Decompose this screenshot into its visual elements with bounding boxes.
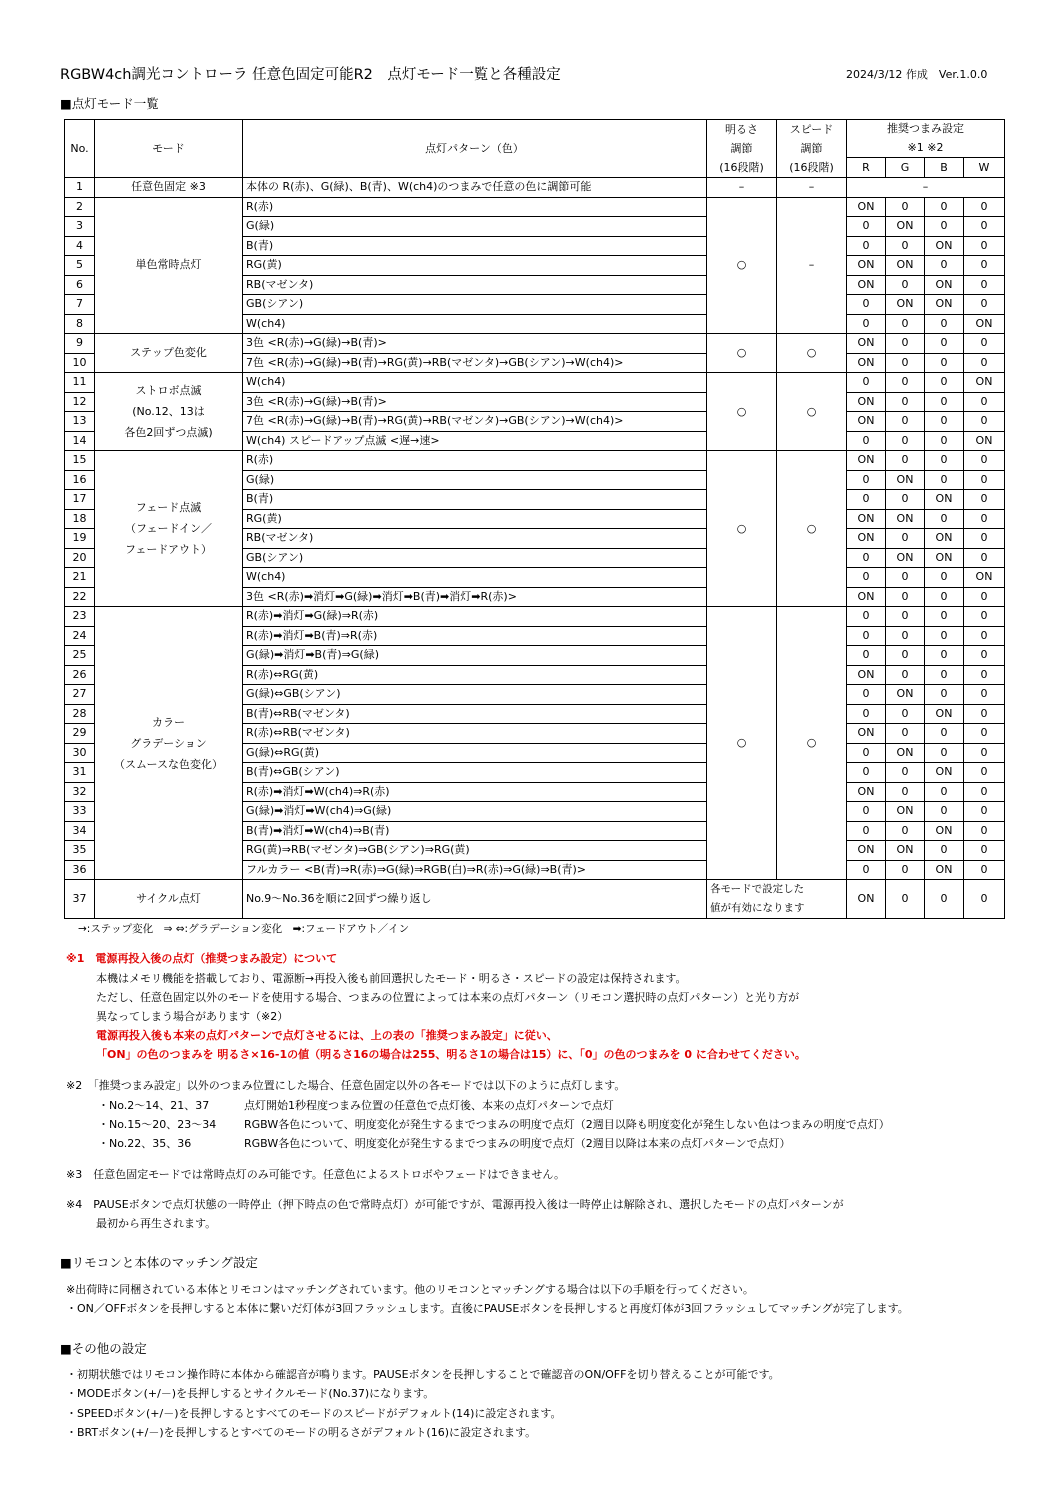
pattern-cell: RG(黄)⇒RB(マゼンタ)⇒GB(シアン)⇒RG(黄) — [243, 841, 707, 861]
pattern-cell: B(青)⇔RB(マゼンタ) — [243, 704, 707, 724]
knob-b: ON — [925, 490, 964, 510]
pattern-cell: R(赤)➡消灯➡W(ch4)⇒R(赤) — [243, 782, 707, 802]
knob-w: 0 — [964, 685, 1005, 705]
knob-g: ON — [886, 217, 925, 237]
knob-b: ON — [925, 548, 964, 568]
pattern-cell: 3色 <R(赤)→G(緑)→B(青)> — [243, 334, 707, 354]
row-no: 27 — [65, 685, 95, 705]
knob-w: 0 — [964, 256, 1005, 276]
knob-b: 0 — [925, 197, 964, 217]
knob-g: 0 — [886, 529, 925, 549]
knob-b: 0 — [925, 743, 964, 763]
knob-w: 0 — [964, 548, 1005, 568]
knob-w: 0 — [964, 236, 1005, 256]
pattern-cell: G(緑)➡消灯➡W(ch4)⇒G(緑) — [243, 802, 707, 822]
legend: →:ステップ変化 ⇒ ⇔:グラデーション変化 ➡:フェードアウト／イン — [78, 923, 410, 935]
row-no: 6 — [65, 275, 95, 295]
knob-r: ON — [847, 392, 886, 412]
note2-item-key: ・No.15～20、23～34 — [98, 1118, 217, 1131]
knob-w: 0 — [964, 353, 1005, 373]
knob-g: ON — [886, 841, 925, 861]
pattern-cell: R(赤) — [243, 451, 707, 471]
knob-r: 0 — [847, 217, 886, 237]
pattern-cell: G(緑) — [243, 470, 707, 490]
pattern-cell: G(緑)⇔GB(シアン) — [243, 685, 707, 705]
note1-red: 電源再投入後も本来の点灯パターンで点灯させるには、上の表の「推奨つまみ設定」に従い、 — [96, 1029, 558, 1042]
brightness-cell: ○ — [707, 451, 777, 607]
pattern-cell: W(ch4) スピードアップ点滅 <遅→速> — [243, 431, 707, 451]
knob-g: 0 — [886, 607, 925, 627]
section-heading-other: ■その他の設定 — [60, 1341, 147, 1356]
row-no: 22 — [65, 587, 95, 607]
table-row — [65, 451, 1005, 471]
knob-r: 0 — [847, 548, 886, 568]
table-row — [65, 334, 1005, 354]
knob-b: 0 — [925, 724, 964, 744]
knob-b: 0 — [925, 646, 964, 666]
row-no: 11 — [65, 373, 95, 393]
knob-g: ON — [886, 509, 925, 529]
row-no: 17 — [65, 490, 95, 510]
knob-w: 0 — [964, 295, 1005, 315]
knob-b: 0 — [925, 685, 964, 705]
row-no: 28 — [65, 704, 95, 724]
knob-g: 0 — [886, 821, 925, 841]
row-no: 33 — [65, 802, 95, 822]
mode-name-line: フェードアウト） — [124, 543, 213, 556]
mode-name-line: (No.12、13は — [132, 405, 205, 418]
knob-r: ON — [847, 509, 886, 529]
mode-name-line: フェード点滅 — [135, 501, 202, 514]
knob-g: 0 — [886, 275, 925, 295]
pattern-cell: 3色 <R(赤)➡消灯➡G(緑)➡消灯➡B(青)➡消灯➡R(赤)> — [243, 587, 707, 607]
row-no: 7 — [65, 295, 95, 315]
row-no: 4 — [65, 236, 95, 256]
note2-item-value: RGBW各色について、明度変化が発生するまでつまみの明度で点灯（2週目以降は本来の点灯パターンで点灯） — [244, 1137, 791, 1150]
header-mode: モード — [95, 120, 243, 178]
knob-b: 0 — [925, 392, 964, 412]
knob-w: ON — [964, 568, 1005, 588]
note2-item-value: RGBW各色について、明度変化が発生するまでつまみの明度で点灯（2週目以降も明度変化が発生しない色はつまみの明度で点灯） — [244, 1118, 890, 1131]
header-knob-notes: ※1 ※2 — [847, 139, 1005, 158]
knob-g: 0 — [886, 490, 925, 510]
mode-name-cell: ステップ色変化 — [95, 334, 243, 373]
knob-g: 0 — [886, 314, 925, 334]
knob-w: 0 — [964, 334, 1005, 354]
knob-r: 0 — [847, 568, 886, 588]
knob-r: ON — [847, 275, 886, 295]
knob-g: 0 — [886, 782, 925, 802]
pattern-cell: 7色 <R(赤)→G(緑)→B(青)→RG(黄)→RB(マゼンタ)→GB(シアン)→W(ch4)> — [243, 412, 707, 432]
knob-r: ON — [847, 451, 886, 471]
knob-b: 0 — [925, 665, 964, 685]
knob-b: 0 — [925, 568, 964, 588]
knob-r: 0 — [847, 470, 886, 490]
row-no: 21 — [65, 568, 95, 588]
knob-b: 0 — [925, 314, 964, 334]
header-w: W — [964, 158, 1005, 178]
matching-line: ・ON／OFFボタンを長押しすると本体に繋いだ灯体が3回フラッシュします。直後にPAUSEボタンを長押しすると再度灯体が3回フラッシュしてマッチングが完了します。 — [66, 1302, 909, 1315]
knob-r: ON — [847, 587, 886, 607]
pattern-cell: R(赤)⇔RB(マゼンタ) — [243, 724, 707, 744]
brightness-cell: ○ — [707, 607, 777, 880]
knob-w: 0 — [964, 490, 1005, 510]
knob-g: 0 — [886, 197, 925, 217]
row-no: 31 — [65, 763, 95, 783]
mode-table — [64, 119, 1005, 919]
row-no: 36 — [65, 860, 95, 880]
row-no: 26 — [65, 665, 95, 685]
knob-g: ON — [886, 685, 925, 705]
knob-r: ON — [847, 197, 886, 217]
knob-b: ON — [925, 704, 964, 724]
knob-w: 0 — [964, 607, 1005, 627]
knob-g: 0 — [886, 724, 925, 744]
knob-w: 0 — [964, 451, 1005, 471]
knob-w: 0 — [964, 763, 1005, 783]
knob-r: 0 — [847, 431, 886, 451]
other-line: ・初期状態ではリモコン操作時に本体から確認音が鳴ります。PAUSEボタンを長押しすることで確認音のON/OFFを切り替えることが可能です。 — [66, 1368, 780, 1381]
knob-r: 0 — [847, 860, 886, 880]
knob-r: 0 — [847, 763, 886, 783]
row-no: 32 — [65, 782, 95, 802]
header-g: G — [886, 158, 925, 178]
row-no: 20 — [65, 548, 95, 568]
knob-r: 0 — [847, 646, 886, 666]
knob-w: 0 — [964, 782, 1005, 802]
knob-w: 0 — [964, 860, 1005, 880]
knob-r: ON — [847, 841, 886, 861]
note1-line: 本機はメモリ機能を搭載しており、電源断→再投入後も前回選択したモード・明るさ・スピードの設定は保持されます。 — [96, 972, 687, 985]
mode-name-cell — [95, 607, 243, 880]
knob-g: 0 — [886, 373, 925, 393]
knob-r: ON — [847, 412, 886, 432]
other-line: ・BRTボタン(+/－)を長押しするとすべてのモードの明るさがデフォルト(16)に設定されます。 — [66, 1426, 537, 1439]
knob-g: 0 — [886, 236, 925, 256]
mode-name-line: ストロボ点滅 — [135, 384, 202, 397]
speed-cell: ○ — [777, 607, 847, 880]
row-no: 2 — [65, 197, 95, 217]
row-no: 34 — [65, 821, 95, 841]
pattern-cell: W(ch4) — [243, 314, 707, 334]
knob-b: 0 — [925, 509, 964, 529]
brightness-cell: ○ — [707, 197, 777, 334]
knob-g: 0 — [886, 568, 925, 588]
knob-w: 0 — [964, 509, 1005, 529]
knob-r: 0 — [847, 295, 886, 315]
knob-w: 0 — [964, 412, 1005, 432]
knob-w: ON — [964, 314, 1005, 334]
knob-g: 0 — [886, 860, 925, 880]
knob-g: ON — [886, 295, 925, 315]
speed-cell: – — [777, 178, 847, 198]
knob-w: 0 — [964, 587, 1005, 607]
knob-w: 0 — [964, 880, 1005, 919]
knob-w: 0 — [964, 704, 1005, 724]
knob-r: 0 — [847, 802, 886, 822]
note2-item-value: 点灯開始1秒程度つまみ位置の任意色で点灯後、本来の点灯パターンで点灯 — [244, 1099, 614, 1112]
row-no: 23 — [65, 607, 95, 627]
knob-b: 0 — [925, 607, 964, 627]
cycle-note-cell — [707, 880, 847, 919]
knob-r: ON — [847, 782, 886, 802]
knob-w: 0 — [964, 275, 1005, 295]
knob-r: ON — [847, 334, 886, 354]
speed-cell: – — [777, 197, 847, 334]
pattern-cell: R(赤) — [243, 197, 707, 217]
pattern-cell: No.9～No.36を順に2回ずつ繰り返し — [243, 880, 707, 919]
knob-b: ON — [925, 236, 964, 256]
knob-b: 0 — [925, 217, 964, 237]
row-no: 15 — [65, 451, 95, 471]
date-version: 2024/3/12 作成 Ver.1.0.0 — [846, 68, 988, 81]
mode-name-line: カラー — [152, 715, 185, 729]
note4-line: ※4 PAUSEボタンで点灯状態の一時停止（押下時点の色で常時点灯）が可能ですが、電源再投入後は一時停止は解除され、選択したモードの点灯パターンが — [66, 1198, 844, 1211]
pattern-cell: B(青) — [243, 490, 707, 510]
row-no: 13 — [65, 412, 95, 432]
knob-g: ON — [886, 743, 925, 763]
matching-line: ※出荷時に同梱されている本体とリモコンはマッチングされています。他のリモコンとマッチングする場合は以下の手順を行ってください。 — [66, 1283, 754, 1296]
knob-g: 0 — [886, 880, 925, 919]
knob-w: 0 — [964, 665, 1005, 685]
row-no: 25 — [65, 646, 95, 666]
knob-b: ON — [925, 529, 964, 549]
note1-line: 異なってしまう場合があります（※2） — [96, 1010, 289, 1023]
pattern-cell: 本体の R(赤)、G(緑)、B(青)、W(ch4)のつまみで任意の色に調節可能 — [243, 178, 707, 198]
table-row — [65, 373, 1005, 393]
pattern-cell: W(ch4) — [243, 373, 707, 393]
pattern-cell: RG(黄) — [243, 509, 707, 529]
knob-g: 0 — [886, 646, 925, 666]
pattern-cell: R(赤)➡消灯➡G(緑)⇒R(赤) — [243, 607, 707, 627]
knob-g: ON — [886, 256, 925, 276]
note1-line: ただし、任意色固定以外のモードを使用する場合、つまみの位置によっては本来の点灯パターン（リモコン選択時の点灯パターン）と光り方が — [96, 991, 800, 1004]
knob-b: ON — [925, 295, 964, 315]
note1-title: ※1 電源再投入後の点灯（推奨つまみ設定）について — [66, 952, 338, 965]
knob-g: 0 — [886, 334, 925, 354]
knob-b: 0 — [925, 353, 964, 373]
row-no: 8 — [65, 314, 95, 334]
knob-r: 0 — [847, 743, 886, 763]
knob-w: 0 — [964, 197, 1005, 217]
knob-g: 0 — [886, 451, 925, 471]
knob-cell: – — [847, 178, 1005, 198]
knob-r: 0 — [847, 373, 886, 393]
knob-r: ON — [847, 353, 886, 373]
knob-g: 0 — [886, 665, 925, 685]
row-no: 16 — [65, 470, 95, 490]
row-no: 24 — [65, 626, 95, 646]
row-no: 5 — [65, 256, 95, 276]
header-b: B — [925, 158, 964, 178]
mode-name-cell: サイクル点灯 — [95, 880, 243, 919]
row-no: 10 — [65, 353, 95, 373]
note3: ※3 任意色固定モードでは常時点灯のみ可能です。任意色によるストロボやフェードはできません。 — [66, 1168, 566, 1181]
knob-r: ON — [847, 529, 886, 549]
table-row — [65, 607, 1005, 627]
pattern-cell: W(ch4) — [243, 568, 707, 588]
knob-r: 0 — [847, 314, 886, 334]
pattern-cell: G(緑)➡消灯➡B(青)⇒G(緑) — [243, 646, 707, 666]
note4-line: 最初から再生されます。 — [96, 1217, 217, 1230]
header-pattern: 点灯パターン（色） — [243, 120, 707, 178]
knob-g: 0 — [886, 353, 925, 373]
speed-cell: ○ — [777, 451, 847, 607]
mode-name-cell — [95, 451, 243, 607]
pattern-cell: R(赤)⇔RG(黄) — [243, 665, 707, 685]
header-knob: 推奨つまみ設定 — [847, 120, 1005, 139]
pattern-cell: GB(シアン) — [243, 295, 707, 315]
knob-b: 0 — [925, 880, 964, 919]
mode-name-line: （スムースな色変化） — [114, 757, 223, 771]
note1-red: 「ON」の色のつまみを 明るさ×16-1の値（明るさ16の場合は255、明るさ1の場合は15）に、「0」の色のつまみを 0 に合わせてください。 — [96, 1048, 806, 1061]
knob-w: 0 — [964, 217, 1005, 237]
row-no: 19 — [65, 529, 95, 549]
header-r: R — [847, 158, 886, 178]
knob-r: 0 — [847, 704, 886, 724]
table-row — [65, 197, 1005, 217]
knob-w: 0 — [964, 743, 1005, 763]
row-no: 35 — [65, 841, 95, 861]
note2-title: ※2 「推奨つまみ設定」以外のつまみ位置にした場合、任意色固定以外の各モードでは以下のように点灯します。 — [66, 1079, 626, 1092]
pattern-cell: B(青)⇔GB(シアン) — [243, 763, 707, 783]
other-line: ・SPEEDボタン(+/－)を長押しするとすべてのモードのスピードがデフォルト(14)に設定されます。 — [66, 1407, 562, 1420]
pattern-cell: R(赤)➡消灯➡B(青)⇒R(赤) — [243, 626, 707, 646]
knob-b: ON — [925, 860, 964, 880]
pattern-cell: B(青) — [243, 236, 707, 256]
knob-g: 0 — [886, 412, 925, 432]
knob-b: 0 — [925, 431, 964, 451]
speed-cell: ○ — [777, 373, 847, 451]
pattern-cell: RG(黄) — [243, 256, 707, 276]
knob-g: 0 — [886, 431, 925, 451]
knob-b: 0 — [925, 412, 964, 432]
section-heading-modes: ■点灯モード一覧 — [60, 96, 159, 111]
row-no: 29 — [65, 724, 95, 744]
knob-b: 0 — [925, 256, 964, 276]
header-brightness: 明るさ 調節 (16段階) — [707, 120, 777, 178]
knob-r: ON — [847, 880, 886, 919]
knob-b: 0 — [925, 451, 964, 471]
knob-g: ON — [886, 548, 925, 568]
header-speed: スピード 調節 (16段階) — [777, 120, 847, 178]
knob-g: 0 — [886, 763, 925, 783]
knob-b: 0 — [925, 373, 964, 393]
knob-r: 0 — [847, 685, 886, 705]
mode-name-cell: 単色常時点灯 — [95, 197, 243, 334]
header-no: No. — [65, 120, 95, 178]
knob-w: 0 — [964, 392, 1005, 412]
row-no: 30 — [65, 743, 95, 763]
knob-b: ON — [925, 275, 964, 295]
mode-name-line: 各色2回ずつ点滅) — [124, 426, 213, 439]
knob-w: 0 — [964, 470, 1005, 490]
knob-g: ON — [886, 470, 925, 490]
knob-r: ON — [847, 665, 886, 685]
knob-b: ON — [925, 821, 964, 841]
knob-b: 0 — [925, 334, 964, 354]
cycle-note-line: 各モードで設定した — [710, 883, 805, 895]
row-no: 3 — [65, 217, 95, 237]
pattern-cell: 3色 <R(赤)→G(緑)→B(青)> — [243, 392, 707, 412]
knob-r: ON — [847, 724, 886, 744]
knob-w: 0 — [964, 821, 1005, 841]
pattern-cell: G(緑)⇔RG(黄) — [243, 743, 707, 763]
mode-name-cell: 任意色固定 ※3 — [95, 178, 243, 198]
pattern-cell: フルカラー <B(青)⇒R(赤)⇒G(緑)⇒RGB(白)⇒R(赤)⇒G(緑)⇒B(青)> — [243, 860, 707, 880]
table-row — [65, 880, 1005, 919]
brightness-cell: ○ — [707, 334, 777, 373]
table-row — [65, 178, 1005, 198]
page-title: RGBW4ch調光コントローラ 任意色固定可能R2 点灯モード一覧と各種設定 — [60, 67, 561, 83]
knob-r: 0 — [847, 607, 886, 627]
brightness-cell: – — [707, 178, 777, 198]
pattern-cell: RB(マゼンタ) — [243, 275, 707, 295]
knob-w: ON — [964, 431, 1005, 451]
knob-r: 0 — [847, 490, 886, 510]
knob-g: ON — [886, 802, 925, 822]
note2-item-key: ・No.22、35、36 — [98, 1137, 192, 1150]
knob-w: 0 — [964, 802, 1005, 822]
brightness-cell: ○ — [707, 373, 777, 451]
knob-b: 0 — [925, 626, 964, 646]
knob-b: 0 — [925, 782, 964, 802]
row-no: 9 — [65, 334, 95, 354]
knob-b: 0 — [925, 587, 964, 607]
knob-b: 0 — [925, 802, 964, 822]
speed-cell: ○ — [777, 334, 847, 373]
other-line: ・MODEボタン(+/－)を長押しするとサイクルモード(No.37)になります。 — [66, 1387, 435, 1400]
row-no: 1 — [65, 178, 95, 198]
knob-w: ON — [964, 373, 1005, 393]
mode-name-line: （フェードイン／ — [125, 522, 212, 535]
note2-item-key: ・No.2～14、21、37 — [98, 1099, 210, 1112]
knob-r: 0 — [847, 626, 886, 646]
pattern-cell: GB(シアン) — [243, 548, 707, 568]
knob-r: 0 — [847, 236, 886, 256]
section-heading-matching: ■リモコンと本体のマッチング設定 — [60, 1255, 258, 1270]
pattern-cell: RB(マゼンタ) — [243, 529, 707, 549]
knob-w: 0 — [964, 529, 1005, 549]
mode-name-line: グラデーション — [130, 736, 207, 750]
knob-w: 0 — [964, 626, 1005, 646]
knob-w: 0 — [964, 841, 1005, 861]
knob-r: ON — [847, 256, 886, 276]
knob-w: 0 — [964, 724, 1005, 744]
knob-r: 0 — [847, 821, 886, 841]
knob-b: 0 — [925, 841, 964, 861]
knob-w: 0 — [964, 646, 1005, 666]
row-no: 14 — [65, 431, 95, 451]
knob-g: 0 — [886, 392, 925, 412]
row-no: 18 — [65, 509, 95, 529]
row-no: 12 — [65, 392, 95, 412]
mode-name-cell — [95, 373, 243, 451]
row-no: 37 — [65, 880, 95, 919]
knob-g: 0 — [886, 587, 925, 607]
knob-g: 0 — [886, 626, 925, 646]
knob-g: 0 — [886, 704, 925, 724]
cycle-note-line: 値が有効になります — [710, 902, 805, 914]
pattern-cell: 7色 <R(赤)→G(緑)→B(青)→RG(黄)→RB(マゼンタ)→GB(シアン)→W(ch4)> — [243, 353, 707, 373]
pattern-cell: B(青)➡消灯➡W(ch4)⇒B(青) — [243, 821, 707, 841]
knob-b: ON — [925, 763, 964, 783]
knob-b: 0 — [925, 470, 964, 490]
pattern-cell: G(緑) — [243, 217, 707, 237]
